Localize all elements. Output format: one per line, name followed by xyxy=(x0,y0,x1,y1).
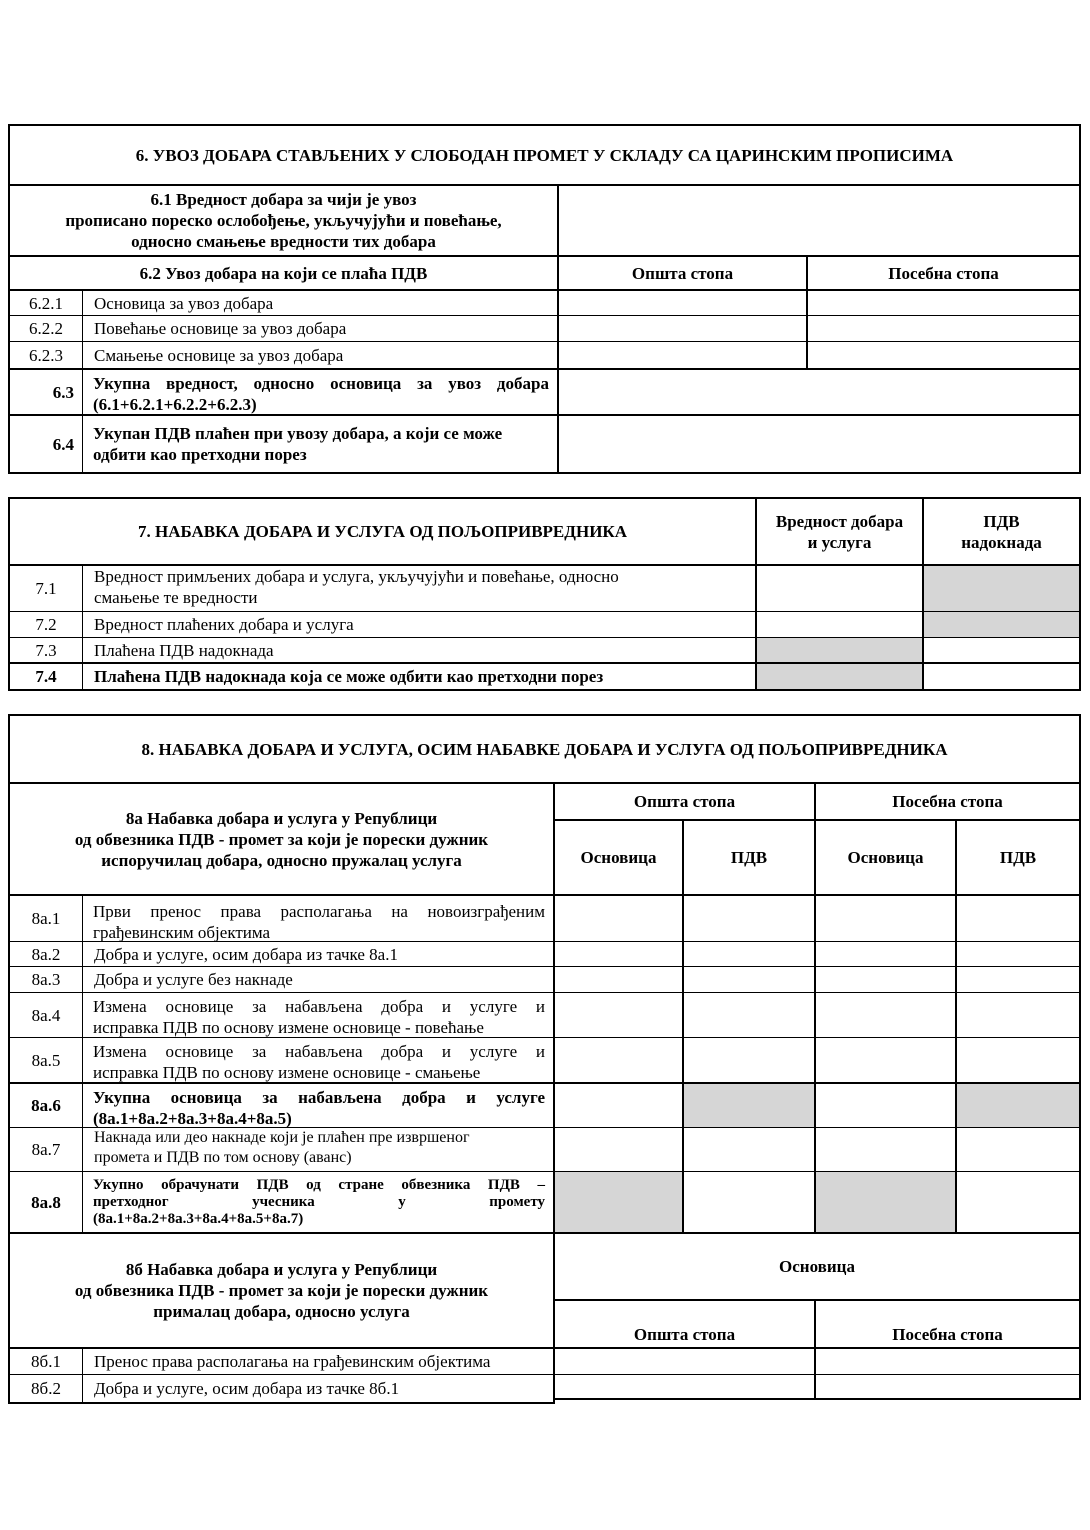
row-8a-1-text-line2: грађевинским објектима xyxy=(93,923,271,942)
row-8a-8-text-line2: претходног учесника у промету xyxy=(93,1194,545,1210)
row-8a-3-number: 8а.3 xyxy=(31,970,61,989)
row-6-1-line1: 6.1 Вредност добара за чији је увоз xyxy=(150,190,417,209)
section-8-title: 8. НАБАВКА ДОБАРА И УСЛУГА, ОСИМ НАБАВКЕ ДОБАРА И УСЛУГА ОД ПОЉОПРИВРЕДНИКА xyxy=(141,739,948,759)
row-8a-7-special-base-field[interactable] xyxy=(816,1128,955,1171)
row-8a-4-general-vat-field[interactable] xyxy=(684,993,814,1037)
row-7-1-text xyxy=(90,566,755,611)
row-8a-8-text-line3: (8а.1+8а.2+8а.3+8а.4+8а.5+8а.7) xyxy=(93,1211,304,1227)
row-8a-3-text: Добра и услуге без накнаде xyxy=(94,970,293,989)
section-8b-header-line3: прималац добара, односно услуга xyxy=(153,1302,410,1321)
row-6-1-line3: односно смањење вредности тих добара xyxy=(131,232,436,251)
row-6-2-3-special-field[interactable] xyxy=(808,342,1079,368)
row-8a-7-general-base-field[interactable] xyxy=(555,1128,682,1171)
section-8b-header-line2: од обвезника ПДВ - промет за који је порески дужник xyxy=(74,1281,489,1300)
row-6-2-2-general-field[interactable] xyxy=(559,316,806,341)
col-value-header xyxy=(757,499,922,564)
row-8a-1-general-vat-field[interactable] xyxy=(684,896,814,941)
section-7-title: 7. НАБАВКА ДОБАРА И УСЛУГА ОД ПОЉОПРИВРЕДНИКА xyxy=(137,522,628,541)
row-8a-2-special-base-field[interactable] xyxy=(816,942,955,966)
row-8a-7-number: 8а.7 xyxy=(31,1140,61,1159)
section-6-title: 6. УВОЗ ДОБАРА СТАВЉЕНИХ У СЛОБОДАН ПРОМЕТ У СКЛАДУ СА ЦАРИНСКИМ ПРОПИСИМА xyxy=(135,145,954,165)
row-6-3-number: 6.3 xyxy=(52,382,74,402)
row-6-3-text-line1: Укупна вредност, односно основица за увоз добара xyxy=(93,374,549,393)
row-6-1-line2: прописано пореско ослобођење, укључујући и повећање, xyxy=(65,211,502,230)
row-8a-1-text xyxy=(83,896,553,941)
row-8a-7-text-line2: промета и ПДВ по том основу (аванс) xyxy=(94,1149,352,1166)
row-6-2-1-special-field[interactable] xyxy=(808,291,1079,315)
row-8a-6-general-vat-shaded xyxy=(684,1084,814,1127)
row-8a-8-text-line1: Укупно обрачунати ПДВ од стране обвезника ПДВ – xyxy=(93,1177,545,1193)
row-8a-5-text xyxy=(83,1038,553,1082)
row-8a-6-number: 8а.6 xyxy=(31,1096,61,1115)
row-8a-5-general-vat-field[interactable] xyxy=(684,1038,814,1082)
col-vat-header-line1: ПДВ xyxy=(983,511,1020,531)
row-8b-1-number: 8б.1 xyxy=(31,1352,61,1371)
8b-col-base: Основица xyxy=(779,1257,855,1276)
row-8a-3-special-vat-field[interactable] xyxy=(957,967,1079,992)
8b-col-special-rate: Посебна стопа xyxy=(892,1325,1003,1344)
row-8a-2-text: Добра и услуге, осим добара из тачке 8а.1 xyxy=(94,944,398,964)
row-8a-4-special-base-field[interactable] xyxy=(816,993,955,1037)
row-8b-1-special-field[interactable] xyxy=(816,1349,1079,1374)
row-8a-5-text-line2: исправка ПДВ по основу измене основице - смањење xyxy=(93,1063,481,1082)
row-6-3-text xyxy=(83,370,557,414)
row-6-2-label: 6.2 Увоз добара на који се плаћа ПДВ xyxy=(139,263,428,283)
row-6-2-1-general-field[interactable] xyxy=(559,291,806,315)
8a-col-general-rate: Општа стопа xyxy=(633,792,736,811)
row-6-1-value-field[interactable] xyxy=(559,186,1079,255)
row-8b-1-general-field[interactable] xyxy=(555,1349,814,1374)
row-8a-8-special-vat-field[interactable] xyxy=(957,1172,1079,1232)
row-7-4-vat-field[interactable] xyxy=(924,664,1079,689)
row-6-3-text-line2: (6.1+6.2.1+6.2.2+6.2.3) xyxy=(93,395,257,414)
col-value-header-line1: Вредност добара xyxy=(775,511,904,531)
row-8a-4-special-vat-field[interactable] xyxy=(957,993,1079,1037)
row-8b-2-number: 8б.2 xyxy=(31,1379,61,1398)
row-6-2-2-number: 6.2.2 xyxy=(29,319,63,338)
row-8a-6-special-base-field[interactable] xyxy=(816,1084,955,1127)
row-7-1-vat-shaded xyxy=(924,566,1079,611)
row-7-1-text-line1: Вредност примљених добара и услуга, укључујући и повећање, односно xyxy=(94,567,619,586)
row-6-4-number: 6.4 xyxy=(52,434,74,454)
row-6-2-1-text: Основица за увоз добара xyxy=(94,293,274,313)
row-7-4-text: Плаћена ПДВ надокнада која се може одбити као претходни порез xyxy=(94,667,604,686)
row-8a-8-number: 8а.8 xyxy=(31,1192,61,1212)
row-8a-4-number: 8а.4 xyxy=(31,1005,61,1025)
row-8b-2-special-field[interactable] xyxy=(816,1375,1079,1399)
row-8a-4-text-line2: исправка ПДВ по основу измене основице - повећање xyxy=(93,1018,484,1037)
row-8a-6-general-base-field[interactable] xyxy=(555,1084,682,1127)
row-8a-8-special-base-shaded xyxy=(816,1172,955,1232)
row-8a-8-text xyxy=(83,1172,553,1232)
col-vat-header-line2: надокнада xyxy=(961,532,1042,552)
row-7-1-number: 7.1 xyxy=(35,579,57,598)
row-8a-2-number: 8а.2 xyxy=(31,944,61,964)
row-8b-2-general-field[interactable] xyxy=(555,1375,814,1399)
8a-col-general-vat: ПДВ xyxy=(730,848,768,867)
row-8a-5-special-vat-field[interactable] xyxy=(957,1038,1079,1082)
row-8a-2-special-vat-field[interactable] xyxy=(957,942,1079,966)
row-8a-6-text-line1: Укупна основица за набављена добра и услуге xyxy=(93,1088,545,1107)
col-value-header-line2: и услуга xyxy=(807,532,872,552)
row-8a-1-text-line1: Први пренос права располагања на новоизграђеним xyxy=(93,902,545,921)
row-8a-1-special-base-field[interactable] xyxy=(816,896,955,941)
row-8a-8-general-base-shaded xyxy=(555,1172,682,1232)
8a-col-special-rate: Посебна стопа xyxy=(892,792,1003,811)
row-6-2-3-text: Смањење основице за увоз добара xyxy=(94,345,344,365)
row-7-4-number: 7.4 xyxy=(35,667,57,686)
row-7-2-vat-shaded xyxy=(924,612,1079,637)
row-7-4-value-shaded xyxy=(757,664,922,689)
row-8a-1-number: 8а.1 xyxy=(31,909,61,928)
row-8a-3-special-base-field[interactable] xyxy=(816,967,955,992)
8a-col-special-vat: ПДВ xyxy=(999,848,1037,867)
8b-col-general-rate: Општа стопа xyxy=(633,1325,736,1344)
row-8a-5-general-base-field[interactable] xyxy=(555,1038,682,1082)
row-7-3-vat-field[interactable] xyxy=(924,638,1079,662)
col-vat-compensation-header xyxy=(924,499,1079,564)
row-6-1-label xyxy=(10,186,557,255)
row-8a-4-text-line1: Измена основице за набављена добра и услуге и xyxy=(93,997,545,1016)
section-8b-header-line1: 8б Набавка добара и услуга у Републици xyxy=(125,1260,438,1279)
row-6-3-value-field[interactable] xyxy=(559,370,1079,414)
row-8a-5-special-base-field[interactable] xyxy=(816,1038,955,1082)
8a-col-general-base: Основица xyxy=(580,848,657,867)
row-7-1-value-field[interactable] xyxy=(757,566,922,611)
section-8b-header xyxy=(10,1234,553,1347)
col-general-rate-header: Општа стопа xyxy=(631,263,734,283)
row-8a-3-general-vat-field[interactable] xyxy=(684,967,814,992)
row-8a-7-text-line1: Накнада или део накнаде који је плаћен пре извршеног xyxy=(94,1129,470,1146)
row-8a-8-general-vat-field[interactable] xyxy=(684,1172,814,1232)
row-6-2-3-number: 6.2.3 xyxy=(29,345,63,365)
col-special-rate-header: Посебна стопа xyxy=(888,263,999,283)
row-6-2-2-text: Повећање основице за увоз добара xyxy=(94,319,347,338)
row-8a-5-number: 8а.5 xyxy=(31,1050,61,1070)
row-8a-7-text xyxy=(90,1128,553,1171)
row-8a-5-text-line1: Измена основице за набављена добра и услуге и xyxy=(93,1042,545,1061)
row-6-2-1-number: 6.2.1 xyxy=(29,293,63,313)
row-6-4-value-field[interactable] xyxy=(559,416,1079,472)
row-8a-1-general-base-field[interactable] xyxy=(555,896,682,941)
section-8a-header-line1: 8а Набавка добара и услуга у Републици xyxy=(125,808,438,828)
row-7-3-number: 7.3 xyxy=(35,640,57,660)
row-8a-6-text-line2: (8а.1+8а.2+8а.3+8а.4+8а.5) xyxy=(93,1109,292,1128)
row-8b-1-text: Пренос права располагања на грађевинским објектима xyxy=(94,1352,491,1371)
row-8a-4-general-base-field[interactable] xyxy=(555,993,682,1037)
row-8a-4-text xyxy=(83,993,553,1037)
row-6-2-2-special-field[interactable] xyxy=(808,316,1079,341)
section-8a-header xyxy=(10,784,553,894)
row-8a-3-general-base-field[interactable] xyxy=(555,967,682,992)
row-8a-1-special-vat-field[interactable] xyxy=(957,896,1079,941)
row-7-1-text-line2: смањење те вредности xyxy=(94,588,258,607)
row-8b-2-text: Добра и услуге, осим добара из тачке 8б.1 xyxy=(94,1379,400,1398)
section-8a-header-line2: од обвезника ПДВ - промет за који је порески дужник xyxy=(74,829,489,849)
row-6-2-3-general-field[interactable] xyxy=(559,342,806,368)
row-7-2-number: 7.2 xyxy=(35,615,57,634)
row-7-3-text: Плаћена ПДВ надокнада xyxy=(94,640,274,660)
row-8a-6-text xyxy=(83,1084,553,1127)
row-6-4-text-line2: одбити као претходни порез xyxy=(93,445,307,464)
row-8a-2-general-vat-field[interactable] xyxy=(684,942,814,966)
row-8a-6-special-vat-shaded xyxy=(957,1084,1079,1127)
row-6-4-text-line1: Укупан ПДВ плаћен при увозу добара, а који се може xyxy=(93,424,503,443)
row-6-4-text xyxy=(83,416,557,472)
8a-col-special-base: Основица xyxy=(847,848,924,867)
row-8a-7-special-vat-field[interactable] xyxy=(957,1128,1079,1171)
row-7-2-text: Вредност плаћених добара и услуга xyxy=(94,615,354,634)
row-7-3-value-shaded xyxy=(757,638,922,662)
section-8a-header-line3: испоручилац добара, односно пружалац услуга xyxy=(101,850,462,870)
row-8a-2-general-base-field[interactable] xyxy=(555,942,682,966)
row-7-2-value-field[interactable] xyxy=(757,612,922,637)
row-8a-7-general-vat-field[interactable] xyxy=(684,1128,814,1171)
